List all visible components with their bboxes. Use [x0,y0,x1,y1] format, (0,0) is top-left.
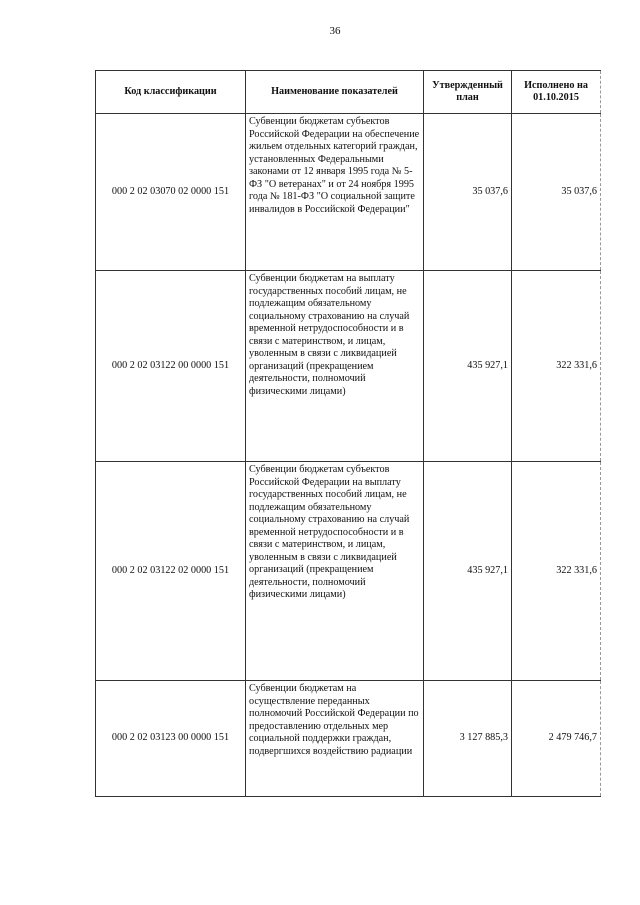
budget-table [95,70,601,797]
row-plan: 435 927,1 [424,271,512,462]
row-name: Субвенции бюджетам субъектов Российской Федерации на выплату государственных пособий лицам, не подлежащим обязательному социальному страхованию на случай временной нетрудоспособности и в связи с материнством, и лицам, уволенным в связи с ликвидацией организаций (прекращением деятельности, полномочий физическими лицами) [246,462,424,681]
header-plan: Утвержденный план [424,71,512,114]
table-row [96,114,601,271]
row-done: 322 331,6 [512,271,601,462]
row-done: 2 479 746,7 [512,681,601,797]
page-number: 36 [329,25,341,37]
header-name: Наименование показателей [246,71,424,114]
header-code: Код классификации [96,71,246,114]
row-code: 000 2 02 03123 00 0000 151 [96,681,246,797]
row-code: 000 2 02 03122 00 0000 151 [96,271,246,462]
row-done: 35 037,6 [512,114,601,271]
header-done: Исполнено на 01.10.2015 [512,71,601,114]
table-header-row [96,71,601,114]
row-code: 000 2 02 03122 02 0000 151 [96,462,246,681]
table-row [96,462,601,681]
row-code: 000 2 02 03070 02 0000 151 [96,114,246,271]
row-plan: 435 927,1 [424,462,512,681]
row-plan: 35 037,6 [424,114,512,271]
row-name: Субвенции бюджетам на осуществление переданных полномочий Российской Федерации по предоставлению отдельных мер социальной поддержки граждан, подвергшихся воздействию радиации [246,681,424,797]
row-done: 322 331,6 [512,462,601,681]
table-row [96,271,601,462]
table-row [96,681,601,797]
row-name: Субвенции бюджетам субъектов Российской Федерации на обеспечение жильем отдельных категорий граждан, установленных Федеральными законами от 12 января 1995 года № 5-ФЗ "О ветеранах" и от 24 ноября 1995 года № 181-ФЗ "О социальной защите инвалидов в Российской Федерации" [246,114,424,271]
row-plan: 3 127 885,3 [424,681,512,797]
row-name: Субвенции бюджетам на выплату государственных пособий лицам, не подлежащим обязательному социальному страхованию на случай временной нетрудоспособности и в связи с материнством, и лицам, уволенным в связи с ликвидацией организаций (прекращением деятельности, полномочий физическими лицами) [246,271,424,462]
